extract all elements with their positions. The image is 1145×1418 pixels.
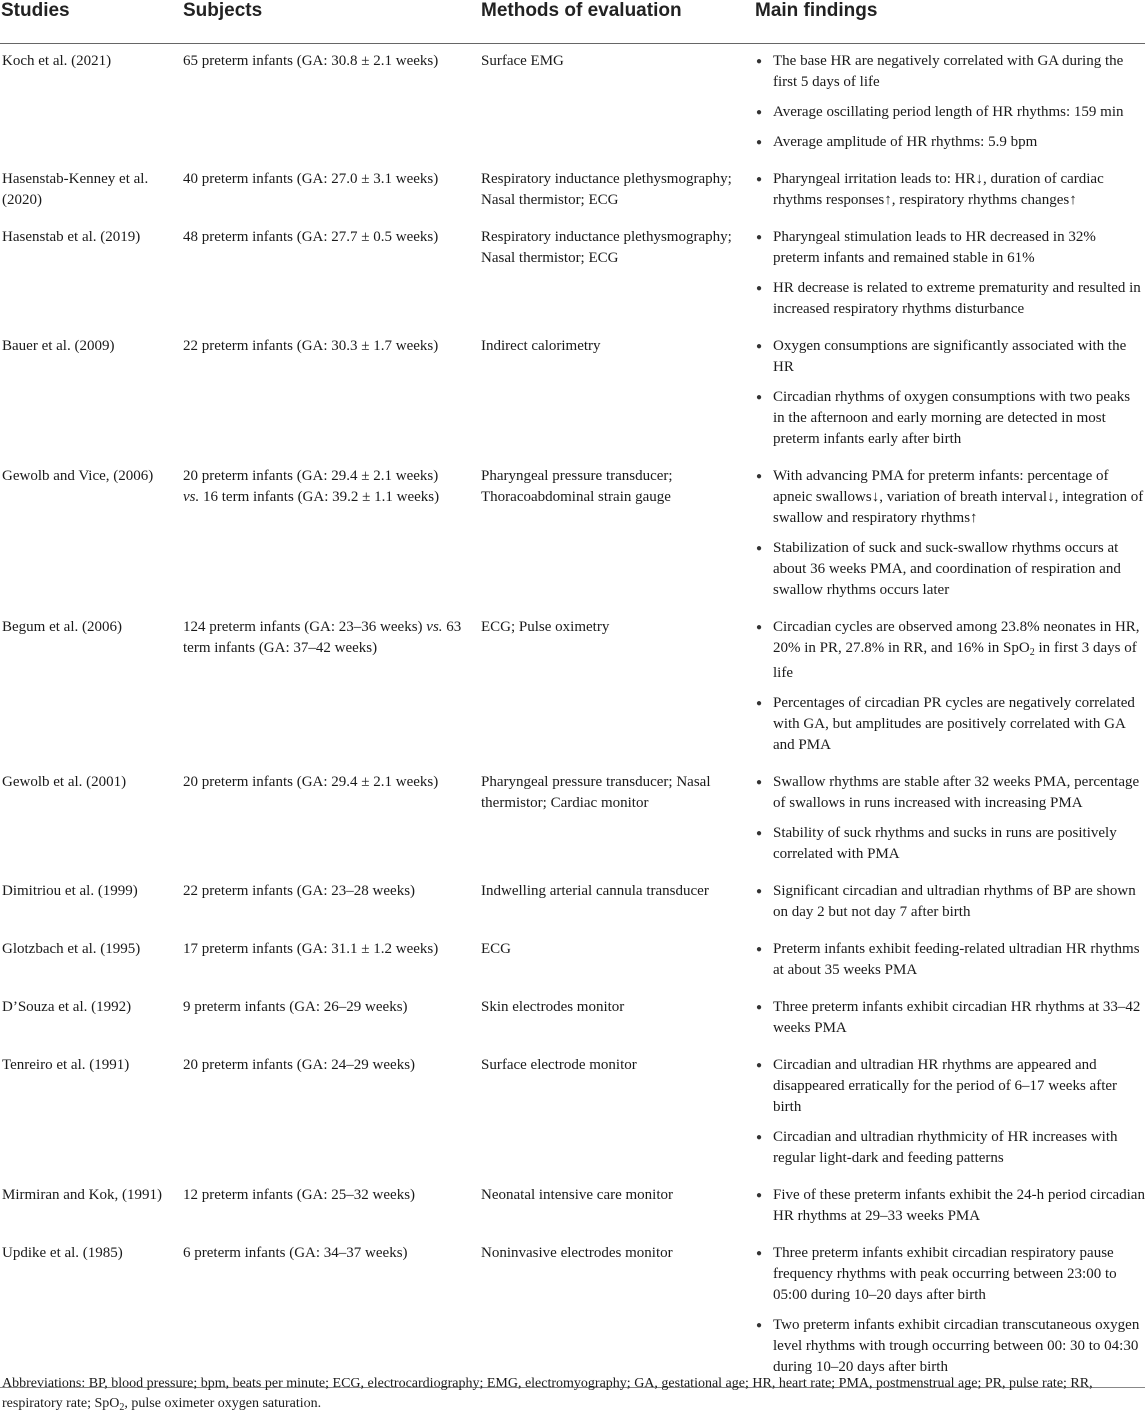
abbreviations-footnote — [2, 1374, 1142, 1418]
findings-list — [754, 466, 1145, 601]
findings-list — [754, 169, 1145, 211]
findings-list — [754, 1243, 1145, 1378]
finding-item: ● Three preterm infants exhibit circadian respiratory pause frequency rhythms with peak occurring between 23:00 to 05:00 during 10–20 days after birth — [754, 1243, 1145, 1306]
methods-cell: Respiratory inductance plethysmography; Nasal thermistor; ECG — [481, 229, 732, 266]
study-cell: Glotzbach et al. (1995) — [2, 941, 141, 957]
study-cell: Bauer et al. (2009) — [2, 338, 115, 354]
finding-text: Circadian cycles are observed among 23.8% neonates in HR, 20% in PR, 27.8% in RR, and 16% in SpO — [773, 619, 1140, 656]
study-cell: Gewolb et al. (2001) — [2, 774, 127, 790]
study-cell: Tenreiro et al. (1991) — [2, 1057, 130, 1073]
subjects-cell: 22 preterm infants (GA: 23–28 weeks) — [183, 883, 416, 899]
methods-cell: ECG; Pulse oximetry — [481, 619, 610, 635]
header-methods: Methods of evaluation — [479, 0, 754, 44]
study-cell: Begum et al. (2006) — [2, 619, 122, 635]
finding-item: ● Stability of suck rhythms and sucks in runs are positively correlated with PMA — [754, 823, 1145, 865]
study-cell: Updike et al. (1985) — [2, 1245, 123, 1261]
table-row — [0, 765, 1145, 874]
study-cell: Mirmiran and Kok, (1991) — [2, 1187, 162, 1203]
methods-cell: Skin electrodes monitor — [481, 999, 625, 1015]
finding-item: ● The base HR are negatively correlated with GA during the first 5 days of life — [754, 51, 1145, 93]
subjects-cell: 65 preterm infants (GA: 30.8 ± 2.1 weeks) — [183, 53, 439, 69]
header-studies: Studies — [0, 0, 180, 44]
findings-list — [754, 336, 1145, 450]
methods-cell: Indirect calorimetry — [481, 338, 601, 354]
table-row — [0, 1236, 1145, 1388]
table-row — [0, 932, 1145, 990]
study-cell: Hasenstab-Kenney et al. (2020) — [2, 171, 149, 208]
finding-item: ● Stabilization of suck and suck-swallow rhythms occurs at about 36 weeks PMA, and coordination of respiration and swallow rhythms occurs later — [754, 538, 1145, 601]
table-row — [0, 44, 1145, 163]
table-row — [0, 1048, 1145, 1178]
study-cell: Koch et al. (2021) — [2, 53, 112, 69]
finding-text: in first 3 days of life — [773, 640, 1137, 681]
table-row — [0, 329, 1145, 459]
table-row — [0, 990, 1145, 1048]
subjects-cell — [183, 459, 479, 508]
finding-item: ● Percentages of circadian PR cycles are negatively correlated with GA, but amplitudes are positively correlated with GA and PMA — [754, 693, 1145, 756]
table-row — [0, 459, 1145, 610]
finding-item: ● Circadian rhythms of oxygen consumptions with two peaks in the afternoon and early morning are detected in most preterm infants early after birth — [754, 387, 1145, 450]
methods-cell: ECG — [481, 941, 511, 957]
methods-cell: Indwelling arterial cannula transducer — [481, 883, 709, 899]
methods-cell: Surface electrode monitor — [481, 1057, 637, 1073]
findings-list — [754, 227, 1145, 320]
finding-item: ● Oxygen consumptions are significantly associated with the HR — [754, 336, 1145, 378]
subjects-cell: 9 preterm infants (GA: 26–29 weeks) — [183, 999, 408, 1015]
subjects-preterm: 124 preterm infants (GA: 23–36 weeks) — [183, 619, 427, 635]
finding-item: ● With advancing PMA for preterm infants: percentage of apneic swallows↓, variation of breath interval↓, integration of swallow and respiratory rhythms↑ — [754, 466, 1145, 529]
findings-list — [754, 1185, 1145, 1227]
findings-list — [754, 939, 1145, 981]
table-row — [0, 1178, 1145, 1236]
methods-cell: Neonatal intensive care monitor — [481, 1187, 674, 1203]
finding-item: ● Two preterm infants exhibit circadian transcutaneous oxygen level rhythms with trough occurring between 00: 30 to 04:30 during 10–20 days after birth — [754, 1315, 1145, 1378]
table-row — [0, 610, 1145, 765]
findings-list — [754, 51, 1145, 153]
footnote-text: , pulse oximeter oxygen saturation. — [124, 1396, 322, 1411]
methods-cell: Noninvasive electrodes monitor — [481, 1245, 673, 1261]
header-findings: Main findings — [754, 0, 1145, 44]
finding-item: ● Pharyngeal stimulation leads to HR decreased in 32% preterm infants and remained stable in 61% — [754, 227, 1145, 269]
subjects-cell: 22 preterm infants (GA: 30.3 ± 1.7 weeks) — [183, 338, 439, 354]
finding-item: ● Five of these preterm infants exhibit the 24-h period circadian HR rhythms at 29–33 weeks PMA — [754, 1185, 1145, 1227]
subjects-cell: 48 preterm infants (GA: 27.7 ± 0.5 weeks) — [183, 229, 439, 245]
subjects-term: 63 term infants (GA: 37–42 weeks) — [183, 619, 462, 656]
study-cell: Hasenstab et al. (2019) — [2, 229, 141, 245]
finding-item — [754, 617, 1145, 684]
subscript: 2 — [1029, 647, 1035, 658]
finding-item: ● Average oscillating period length of HR rhythms: 159 min — [754, 102, 1145, 123]
subscript: 2 — [119, 1402, 125, 1413]
subjects-cell: 20 preterm infants (GA: 29.4 ± 2.1 weeks) — [183, 774, 439, 790]
table-row — [0, 162, 1145, 220]
vs-label: vs. — [426, 619, 443, 635]
findings-list — [754, 881, 1145, 923]
findings-list — [754, 997, 1145, 1039]
subjects-term: 16 term infants (GA: 39.2 ± 1.1 weeks) — [199, 489, 440, 505]
methods-cell: Respiratory inductance plethysmography; Nasal thermistor; ECG — [481, 171, 732, 208]
finding-item: ● Average amplitude of HR rhythms: 5.9 bpm — [754, 132, 1145, 153]
footnote-text: Abbreviations: BP, blood pressure; bpm, beats per minute; ECG, electrocardiography; EMG, electromyography; GA, gestational age; HR, heart rate; PMA, postmenstrual age; PR, pulse rate; RR, respiratory rate; SpO — [2, 1376, 1093, 1411]
finding-item: ● Three preterm infants exhibit circadian HR rhythms at 33–42 weeks PMA — [754, 997, 1145, 1039]
subjects-cell: 6 preterm infants (GA: 34–37 weeks) — [183, 1245, 408, 1261]
finding-item: ● Circadian and ultradian HR rhythms are appeared and disappeared erratically for the period of 6–17 weeks after birth — [754, 1055, 1145, 1118]
finding-item: ● Circadian and ultradian rhythmicity of HR increases with regular light-dark and feeding patterns — [754, 1127, 1145, 1169]
vs-label: vs. — [183, 489, 200, 505]
subjects-cell: 17 preterm infants (GA: 31.1 ± 1.2 weeks) — [183, 941, 439, 957]
methods-cell: Surface EMG — [481, 53, 564, 69]
findings-list — [754, 1055, 1145, 1169]
finding-item: ● Preterm infants exhibit feeding-related ultradian HR rhythms at about 35 weeks PMA — [754, 939, 1145, 981]
study-cell: Gewolb and Vice, (2006) — [2, 468, 154, 484]
subjects-cell: 20 preterm infants (GA: 24–29 weeks) — [183, 1057, 416, 1073]
finding-item: ● Swallow rhythms are stable after 32 weeks PMA, percentage of swallows in runs increased with increasing PMA — [754, 772, 1145, 814]
header-subjects: Subjects — [180, 0, 479, 44]
table-row — [0, 220, 1145, 329]
finding-item: ● Pharyngeal irritation leads to: HR↓, duration of cardiac rhythms responses↑, respiratory rhythms changes↑ — [754, 169, 1145, 211]
finding-item: ● HR decrease is related to extreme prematurity and resulted in increased respiratory rhythms disturbance — [754, 278, 1145, 320]
table-row — [0, 874, 1145, 932]
study-cell: Dimitriou et al. (1999) — [2, 883, 138, 899]
findings-list — [754, 617, 1145, 756]
subjects-cell: 40 preterm infants (GA: 27.0 ± 3.1 weeks) — [183, 171, 439, 187]
subjects-cell: 12 preterm infants (GA: 25–32 weeks) — [183, 1187, 416, 1203]
methods-cell: Pharyngeal pressure transducer; Thoracoabdominal strain gauge — [481, 468, 673, 505]
header-row — [0, 0, 1145, 44]
study-cell: D’Souza et al. (1992) — [2, 999, 132, 1015]
findings-list — [754, 772, 1145, 865]
methods-cell: Pharyngeal pressure transducer; Nasal thermistor; Cardiac monitor — [481, 774, 711, 811]
subjects-preterm: 20 preterm infants (GA: 29.4 ± 2.1 weeks) — [183, 468, 439, 484]
subjects-cell — [183, 610, 479, 659]
finding-item: ● Significant circadian and ultradian rhythms of BP are shown on day 2 but not day 7 after birth — [754, 881, 1145, 923]
